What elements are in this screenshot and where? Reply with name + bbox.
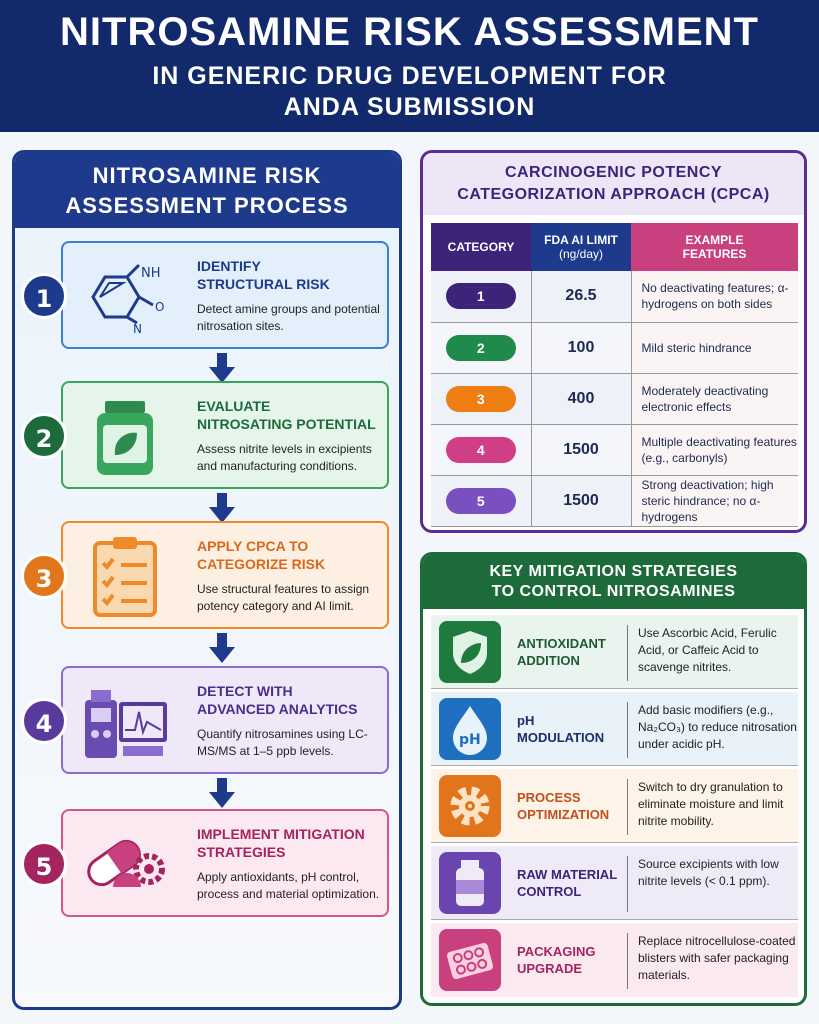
step-title: IDENTIFY STRUCTURAL RISK bbox=[197, 258, 330, 292]
gear-icon bbox=[439, 775, 501, 837]
process-step-5 bbox=[35, 809, 389, 917]
example-features: Strong deactivation; high steric hindrance; no α-hydrogens bbox=[631, 475, 798, 526]
step-number-badge: 3 bbox=[21, 553, 67, 599]
subtitle-line1: IN GENERIC DRUG DEVELOPMENT FOR bbox=[152, 62, 667, 90]
category-pill: 3 bbox=[446, 386, 516, 412]
svg-text:N: N bbox=[133, 322, 142, 336]
process-step-2 bbox=[35, 381, 389, 489]
ai-limit-value: 26.5 bbox=[531, 271, 631, 322]
mitigation-title-line2: TO CONTROL NITROSAMINES bbox=[491, 583, 736, 600]
cpca-row bbox=[431, 271, 798, 322]
down-arrow-icon bbox=[207, 493, 237, 523]
mitigation-description: Add basic modifiers (e.g., Na₂CO₃) to reduce nitrosation under acidic pH. bbox=[627, 702, 797, 758]
step-title: IMPLEMENT MITIGATION STRATEGIES bbox=[197, 826, 365, 860]
process-step-1 bbox=[35, 241, 389, 349]
example-features: No deactivating features; α-hydrogens on both sides bbox=[631, 271, 798, 322]
mitigation-item bbox=[431, 923, 798, 997]
step-description: Quantify nitrosamines using LC-MS/MS at 1–5 ppb levels. bbox=[197, 727, 368, 758]
mitigation-title: PROCESS OPTIMIZATION bbox=[517, 790, 610, 822]
step-description: Detect amine groups and potential nitrosation sites. bbox=[197, 302, 380, 333]
ai-limit-value: 100 bbox=[531, 322, 631, 373]
capsule-gear-icon bbox=[83, 825, 169, 905]
ai-limit-value: 1500 bbox=[531, 424, 631, 475]
cpca-row bbox=[431, 424, 798, 475]
mitigation-description: Source excipients with low nitrite levels (< 0.1 ppm). bbox=[627, 856, 797, 912]
example-features: Moderately deactivating electronic effects bbox=[631, 373, 798, 424]
category-pill: 2 bbox=[446, 335, 516, 361]
mitigation-item bbox=[431, 615, 798, 689]
step-number-badge: 4 bbox=[21, 698, 67, 744]
step-title: DETECT WITH ADVANCED ANALYTICS bbox=[197, 683, 358, 717]
bottle-icon bbox=[439, 852, 501, 914]
process-title-line1: NITROSAMINE RISK bbox=[92, 163, 322, 188]
mitigation-item bbox=[431, 846, 798, 920]
mitigation-panel bbox=[420, 552, 807, 1006]
mitigation-item bbox=[431, 769, 798, 843]
col-header-limit: FDA AI LIMIT (ng/day) bbox=[531, 223, 631, 271]
mitigation-title: RAW MATERIAL CONTROL bbox=[517, 867, 618, 899]
col-header-category: CATEGORY bbox=[431, 223, 531, 271]
mitigation-title-line1: KEY MITIGATION STRATEGIES bbox=[489, 563, 738, 580]
svg-text:pH: pH bbox=[459, 732, 481, 748]
shield-leaf-icon bbox=[439, 621, 501, 683]
step-description: Apply antioxidants, pH control, process and material optimization. bbox=[197, 870, 380, 901]
category-pill: 4 bbox=[446, 437, 516, 463]
cpca-row bbox=[431, 373, 798, 424]
cpca-table bbox=[431, 223, 798, 527]
step-title: APPLY CPCA TO CATEGORIZE RISK bbox=[197, 538, 326, 572]
cpca-panel bbox=[420, 150, 807, 533]
category-pill: 5 bbox=[446, 488, 516, 514]
step-title: EVALUATE NITROSATING POTENTIAL bbox=[197, 398, 376, 432]
process-panel bbox=[12, 150, 402, 1010]
example-features: Mild steric hindrance bbox=[631, 322, 798, 373]
cpca-title-line1: CARCINOGENIC POTENCY bbox=[504, 164, 723, 181]
molecule-icon bbox=[83, 257, 169, 337]
process-step-3 bbox=[35, 521, 389, 629]
down-arrow-icon bbox=[207, 353, 237, 383]
header-banner bbox=[0, 0, 819, 132]
step-number-badge: 5 bbox=[21, 841, 67, 887]
example-features: Multiple deactivating features (e.g., carbonyls) bbox=[631, 424, 798, 475]
cpca-title-line2: CATEGORIZATION APPROACH (CPCA) bbox=[457, 186, 770, 203]
blister-pack-icon bbox=[439, 929, 501, 991]
clipboard-checklist-icon bbox=[83, 537, 169, 617]
cpca-row bbox=[431, 475, 798, 526]
jar-leaf-icon bbox=[83, 397, 169, 477]
mitigation-title: pH MODULATION bbox=[517, 713, 605, 745]
cpca-panel-header bbox=[423, 153, 804, 215]
ai-limit-value: 1500 bbox=[531, 475, 631, 526]
svg-text:NH: NH bbox=[141, 266, 161, 281]
down-arrow-icon bbox=[207, 633, 237, 663]
mitigation-description: Replace nitrocellulose-coated blisters with safer packaging materials. bbox=[627, 933, 797, 989]
step-description: Assess nitrite levels in excipients and manufacturing conditions. bbox=[197, 442, 372, 473]
lab-instrument-icon bbox=[83, 682, 169, 762]
mitigation-description: Use Ascorbic Acid, Ferulic Acid, or Caffeic Acid to scavenge nitrites. bbox=[627, 625, 797, 681]
svg-text:O: O bbox=[155, 300, 165, 314]
mitigation-title: PACKAGING UPGRADE bbox=[517, 944, 596, 976]
step-number-badge: 1 bbox=[21, 273, 67, 319]
step-description: Use structural features to assign potency category and AI limit. bbox=[197, 582, 370, 613]
col-header-features: EXAMPLE FEATURES bbox=[631, 223, 798, 271]
category-pill: 1 bbox=[446, 283, 516, 309]
mitigation-title: ANTIOXIDANT ADDITION bbox=[517, 636, 606, 668]
mitigation-item bbox=[431, 692, 798, 766]
ai-limit-value: 400 bbox=[531, 373, 631, 424]
process-panel-header bbox=[15, 153, 399, 228]
process-step-4 bbox=[35, 666, 389, 774]
main-title: NITROSAMINE RISK ASSESSMENT bbox=[60, 10, 759, 54]
mitigation-description: Switch to dry granulation to eliminate moisture and limit nitrite mobility. bbox=[627, 779, 797, 835]
subtitle-line2: ANDA SUBMISSION bbox=[283, 93, 536, 121]
cpca-row bbox=[431, 322, 798, 373]
process-title-line2: ASSESSMENT PROCESS bbox=[65, 193, 349, 218]
mitigation-panel-header bbox=[423, 555, 804, 609]
down-arrow-icon bbox=[207, 778, 237, 808]
step-number-badge: 2 bbox=[21, 413, 67, 459]
ph-drop-icon bbox=[439, 698, 501, 760]
